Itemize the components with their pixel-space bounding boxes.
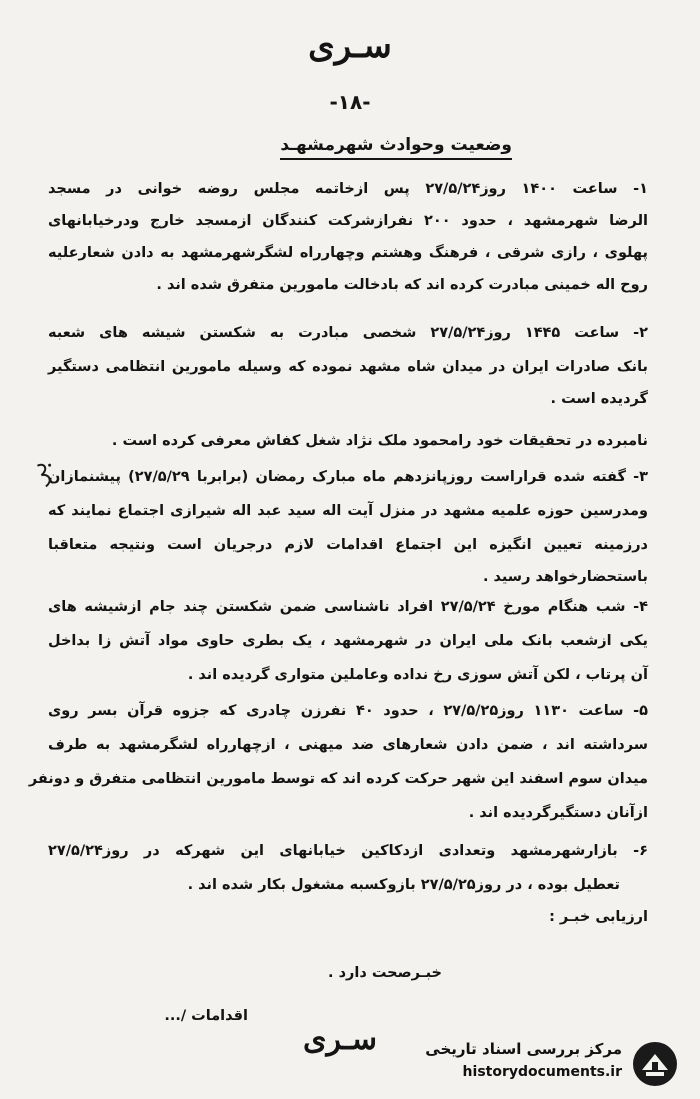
handwritten-mark <box>33 458 62 496</box>
assessment-value: خبـرصحت دارد . <box>328 965 442 981</box>
logo-text-url: historydocuments.ir <box>462 1064 622 1080</box>
page-number: -۱۸- <box>329 90 371 114</box>
text-line: پهلوی ، رازی شرقی ، فرهنگ وهشتم وچهارراه لشگرشهرمشهد به دادن شعارعلیه <box>48 245 648 261</box>
text-line: میدان سوم اسفند این شهر حرکت کرده اند که توسط مامورین انتظامی متفرق و دونفر <box>28 771 648 787</box>
text-line: ۱- ساعت ۱۴۰۰ روز۲۷/۵/۲۴ پس ازخاتمه مجلس روضه خوانی در مسجد <box>48 181 648 197</box>
text-line: ۳- گفته شده قراراست روزپانزدهم ماه مبارک رمضان (برابربا ۲۷/۵/۲۹) پیشنمازان <box>48 469 648 485</box>
logo-text-persian: مرکز بررسی اسناد تاریخی <box>425 1040 622 1058</box>
text-line: نامبرده در تحقیقات خود رامحمود ملک نژاد شغل کفاش معرفی کرده است . <box>111 433 648 449</box>
text-line: ازآنان دستگیرگردیده اند . <box>468 805 648 821</box>
text-line: یکی ازشعب بانک ملی ایران در شهرمشهد ، یک بطری حاوی مواد آتش زا بداخل <box>48 633 648 649</box>
pen-stroke-icon <box>33 458 62 496</box>
text-line: الرضا شهرمشهد ، حدود ۲۰۰ نفرازشرکت کنندگان ازمسجد خارج ودرخیابانهای <box>48 213 648 229</box>
text-line: آن پرتاب ، لکن آتش سوزی رخ نداده وعاملین متواری گردیده اند . <box>187 667 648 683</box>
text-line: ۵- ساعت ۱۱۳۰ روز۲۷/۵/۲۵ ، حدود ۴۰ نفرزن چادری که جزوه قرآن بسر روی <box>48 703 649 719</box>
document-title: وضعیت وحوادث شهرمشهـد <box>280 135 512 160</box>
classification-footer: سـری <box>303 1022 377 1057</box>
text-line: ۶- بازارشهرمشهد وتعدادی ازدکاکین خیابانهای این شهرکه در روز۲۷/۵/۲۴ <box>48 843 648 859</box>
text-line: ۲- ساعت ۱۴۴۵ روز۲۷/۵/۲۴ شخصی مبادرت به شکستن شیشه های شعبه <box>48 325 649 341</box>
text-line: باستحضارخواهد رسید . <box>482 569 648 585</box>
text-line: درزمینه تعیین انگیزه این اجتماع اقدامات لازم درجریان است ونتیجه متعاقبا <box>48 537 648 553</box>
actions-label: اقدامات /... <box>164 1008 248 1024</box>
archive-book-icon <box>630 1040 680 1088</box>
classification-header: سـری <box>308 26 392 66</box>
text-line: تعطیل بوده ، در روز۲۷/۵/۲۵ بازوکسبه مشغول بکار شده اند . <box>187 877 620 893</box>
text-line: روح اله خمینی مبادرت کرده اند که بادخالت مامورین متفرق شده اند . <box>156 277 648 293</box>
text-line: ۴- شب هنگام مورخ ۲۷/۵/۲۴ افراد ناشناسی ضمن شکستن چند جام ازشیشه های <box>48 599 649 615</box>
text-line: سرداشته اند ، ضمن دادن شعارهای ضد میهنی ، ازچهارراه لشگرمشهد به طرف <box>48 737 648 753</box>
archive-logo <box>396 1038 686 1090</box>
text-line: بانک صادرات ایران در میدان شاه مشهد نموده که وسیله مامورین انتظامی دستگیر <box>48 359 648 375</box>
assessment-label: ارزیابی خبـر : <box>549 909 648 925</box>
text-line: گردیده است . <box>550 391 648 407</box>
text-line: ومدرسین حوزه علمیه مشهد در منزل آیت اله سید عبد اله شیرازی اجتماع نمایند که <box>48 503 648 519</box>
